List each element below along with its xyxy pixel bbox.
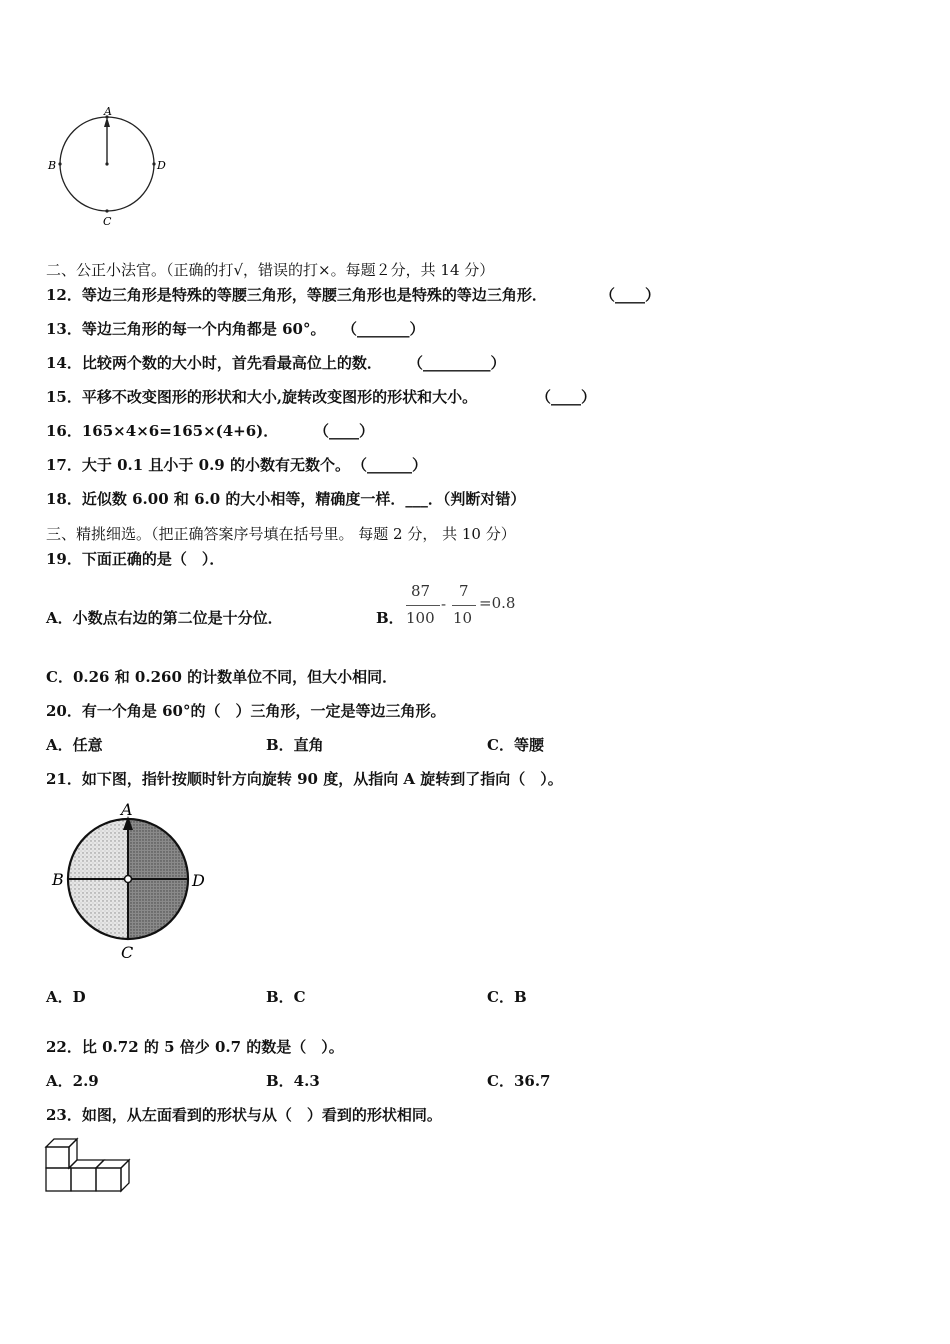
question-16	[46, 421, 278, 441]
question-text: 等边三角形是特殊的等腰三角形，等腰三角形也是特殊的等边三角形．	[81, 286, 547, 304]
fraction-100-denominator: 100	[406, 609, 435, 627]
question-14	[46, 353, 382, 373]
expression-result: =0.8	[479, 594, 516, 612]
dial-label-b: B	[52, 870, 64, 889]
fraction-10-denominator: 10	[453, 609, 473, 627]
label-d: D	[157, 159, 166, 172]
question-text: 165×4×6=165×(4+6)．	[81, 422, 279, 440]
dial-center	[125, 876, 132, 883]
cube-bottom-top-2	[69, 1160, 104, 1168]
question-17	[46, 455, 350, 475]
q19-option-c[interactable]: C．0.26 和 0.260 的计数单位不同，但大小相同．	[46, 668, 398, 686]
question-text: 大于 0.1 且小于 0.9 的小数有无数个。	[81, 456, 350, 474]
cube-bottom-3	[96, 1168, 121, 1191]
cube-bottom-side	[121, 1160, 129, 1191]
circle-diagram-2	[46, 800, 216, 965]
section2-heading: 二、公正小法官。（正确的打√，错误的打×。每题２分，共 14 分）	[46, 261, 495, 279]
label-a: A	[104, 105, 112, 118]
q19-option-a[interactable]: A．小数点右边的第二位是十分位．	[46, 609, 283, 627]
section3-heading: 三、精挑细选。（把正确答案序号填在括号里。 每题 2 分， 共 10 分）	[46, 525, 516, 543]
answer-blank-15[interactable]: （____）	[536, 388, 597, 406]
question-number: 17．	[46, 456, 82, 474]
dial-label-c: C	[121, 943, 134, 962]
q20-option-a[interactable]: A．任意	[46, 736, 103, 754]
question-number: 13．	[46, 320, 82, 338]
label-b: B	[48, 159, 57, 172]
q19-option-b-label[interactable]: B．	[376, 609, 404, 627]
minus-sign: -	[441, 595, 447, 613]
cube-bottom-1	[46, 1168, 71, 1191]
cube-bottom-2	[71, 1168, 96, 1191]
question-number: 18．	[46, 490, 82, 508]
question-13	[46, 319, 325, 339]
question-number: 15．	[46, 388, 82, 406]
point-b	[58, 162, 61, 165]
question-text: 比较两个数的大小时，首先看最高位上的数．	[81, 354, 382, 372]
question-19-stem: 19．下面正确的是（ ）．	[46, 550, 225, 568]
question-18	[46, 489, 525, 509]
q21-option-c[interactable]: C．B	[487, 988, 527, 1006]
point-d	[152, 162, 155, 165]
dial-label-d: D	[192, 871, 205, 890]
q19-fraction-expression	[404, 582, 534, 632]
question-text: 近似数 6.00 和 6.0 的大小相等，精确度一样．___．（判断对错）	[81, 490, 526, 508]
question-number: 16．	[46, 422, 82, 440]
dial-label-a: A	[121, 800, 133, 819]
label-c: C	[103, 215, 112, 228]
cube-top-front	[46, 1147, 69, 1168]
q22-option-c[interactable]: C．36.7	[487, 1072, 551, 1090]
center-dot	[105, 162, 108, 165]
question-15	[46, 387, 477, 407]
question-21-stem: 21．如下图，指针按顺时针方向旋转 90 度，从指向 A 旋转到了指向（ ）。	[46, 770, 563, 788]
cube-bottom-top-3	[96, 1160, 129, 1168]
circle-diagram-1	[44, 102, 179, 232]
q20-option-c[interactable]: C．等腰	[487, 736, 544, 754]
q20-option-b[interactable]: B．直角	[266, 736, 324, 754]
point-c	[105, 209, 108, 212]
question-12	[46, 285, 547, 305]
answer-blank-17[interactable]: （______）	[352, 456, 428, 474]
cube-stack-diagram	[44, 1136, 139, 1196]
fraction-7-numerator: 7	[459, 582, 469, 600]
answer-blank-14[interactable]: （_________）	[408, 354, 506, 372]
fraction-bar	[452, 605, 476, 606]
answer-blank-13[interactable]: （_______）	[342, 320, 425, 338]
q21-option-b[interactable]: B．C	[266, 988, 306, 1006]
question-22-stem: 22．比 0.72 的 5 倍少 0.7 的数是（ ）。	[46, 1038, 344, 1056]
question-23-stem: 23．如图，从左面看到的形状与从（ ）看到的形状相同。	[46, 1106, 442, 1124]
answer-blank-16[interactable]: （____）	[314, 422, 375, 440]
question-20-stem: 20．有一个角是 60°的（ ）三角形，一定是等边三角形。	[46, 702, 446, 720]
q22-option-b[interactable]: B．4.3	[266, 1072, 320, 1090]
question-number: 14．	[46, 354, 82, 372]
question-text: 平移不改变图形的形状和大小,旋转改变图形的形状和大小。	[81, 388, 478, 406]
question-number: 12．	[46, 286, 82, 304]
q22-option-a[interactable]: A．2.9	[46, 1072, 99, 1090]
fraction-bar	[406, 605, 440, 606]
q21-option-a[interactable]: A．D	[46, 988, 86, 1006]
answer-blank-12[interactable]: （____）	[600, 286, 661, 304]
question-text: 等边三角形的每一个内角都是 60°。	[81, 320, 326, 338]
fraction-87-numerator: 87	[411, 582, 431, 600]
